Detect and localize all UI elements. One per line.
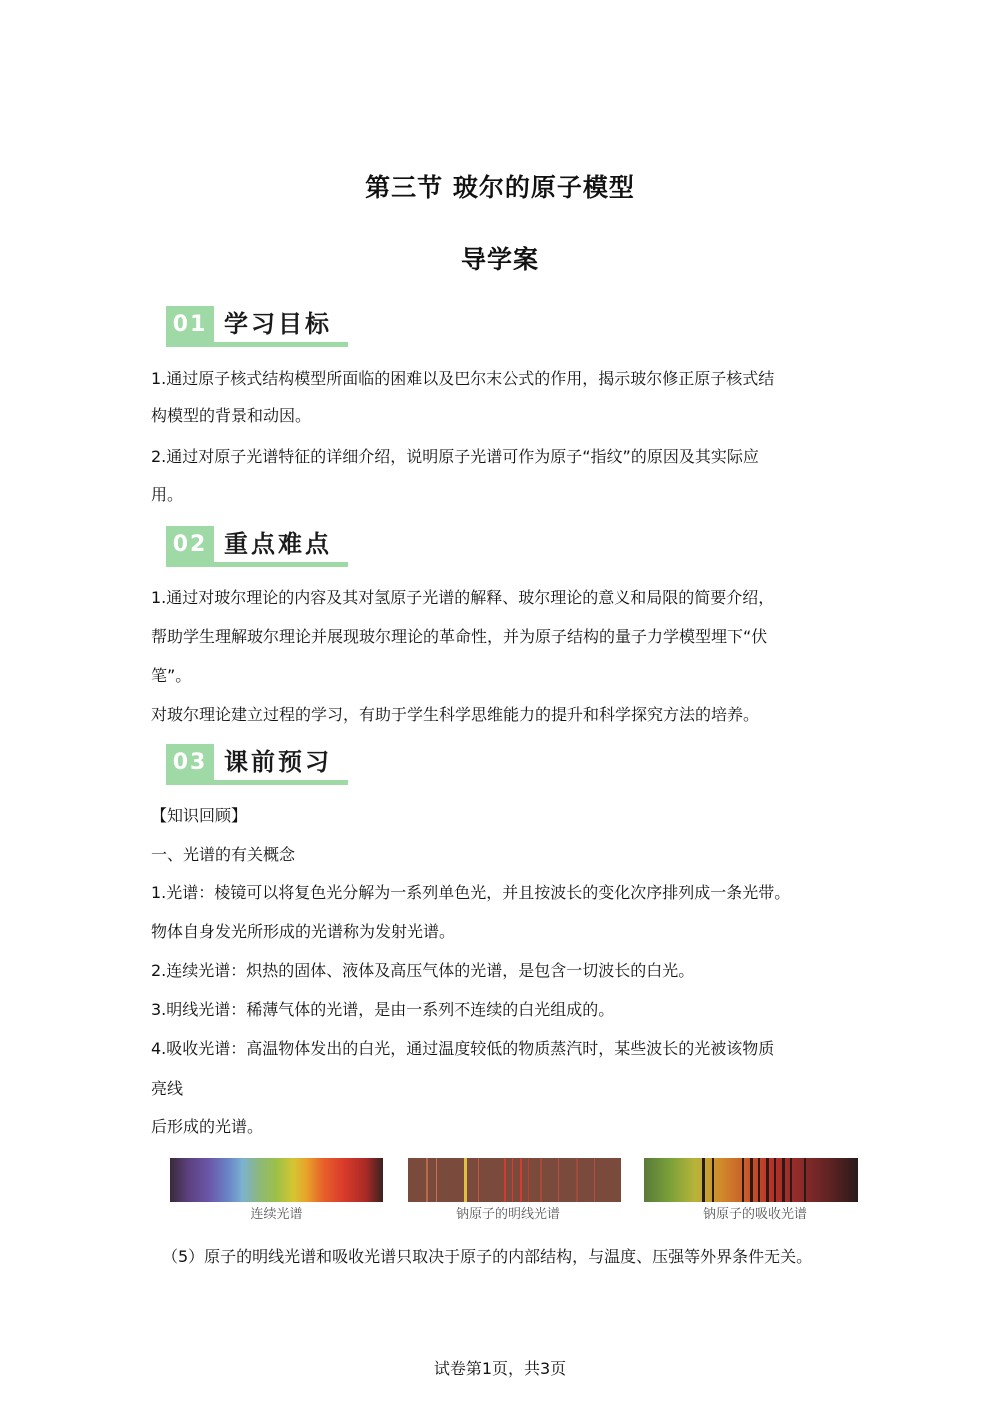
absorption-spectrum-caption: 钠原子的吸收光谱: [702, 1207, 807, 1222]
section-title: 课前预习: [224, 748, 332, 776]
absorption-line: [742, 1158, 744, 1202]
continuous-spectrum-image: [170, 1158, 383, 1202]
section-underline: [166, 342, 348, 347]
sodium-absorption-spectrum-image: [644, 1158, 858, 1202]
document-title: 第三节 玻尔的原子模型: [365, 173, 635, 202]
emission-line: [436, 1158, 437, 1202]
emission-line: [426, 1158, 428, 1202]
section-number: 03: [166, 744, 214, 782]
paragraph-line: 2.连续光谱：炽热的固体、液体及高压气体的光谱，是包含一切波长的白光。: [151, 961, 695, 980]
absorption-line: [804, 1158, 806, 1202]
emission-line: [464, 1158, 467, 1202]
paragraph-line: 1.通过对玻尔理论的内容及其对氢原子光谱的解释、玻尔理论的意义和局限的简要介绍，: [151, 588, 775, 607]
emission-line: [512, 1158, 513, 1202]
absorption-line: [758, 1158, 760, 1202]
emission-line: [594, 1158, 595, 1202]
paragraph-line: 亮线: [151, 1079, 184, 1098]
paragraph-line: 2.通过对原子光谱特征的详细介绍，说明原子光谱可作为原子“指纹”的原因及其实际应: [151, 447, 759, 466]
section-title: 重点难点: [224, 530, 332, 558]
section-title: 学习目标: [224, 310, 332, 338]
spectrum-note: （5）原子的明线光谱和吸收光谱只取决于原子的内部结构，与温度、压强等外界条件无关。: [162, 1247, 813, 1266]
emission-line: [528, 1158, 529, 1202]
absorption-line: [774, 1158, 776, 1202]
paragraph-line: 3.明线光谱：稀薄气体的光谱，是由一系列不连续的白光组成的。: [151, 1000, 615, 1019]
paragraph-line: 4.吸收光谱：高温物体发出的白光，通过温度较低的物质蒸汽时，某些波长的光被该物质: [151, 1039, 775, 1058]
emission-line: [576, 1158, 578, 1202]
section-number: 01: [166, 306, 214, 344]
paragraph-line: 笔”。: [151, 666, 192, 685]
paragraph-line: 一、光谱的有关概念: [151, 845, 296, 864]
absorption-line: [702, 1158, 705, 1202]
absorption-line: [712, 1158, 714, 1202]
paragraph-line: 1.光谱：棱镜可以将复色光分解为一系列单色光，并且按波长的变化次序排列成一条光带。: [151, 883, 791, 902]
section-underline: [166, 780, 348, 785]
page-footer: 试卷第1页，共3页: [433, 1359, 567, 1378]
emission-line: [540, 1158, 542, 1202]
emission-line: [558, 1158, 559, 1202]
paragraph-line: 构模型的背景和动因。: [151, 406, 312, 425]
emission-line: [520, 1158, 522, 1202]
absorption-line: [782, 1158, 785, 1202]
absorption-line: [750, 1158, 753, 1202]
section-underline: [166, 562, 348, 567]
emission-line: [504, 1158, 506, 1202]
paragraph-line: 对玻尔理论建立过程的学习，有助于学生科学思维能力的提升和科学探究方法的培养。: [151, 705, 760, 724]
absorption-line: [790, 1158, 792, 1202]
section-header-preview: [166, 744, 348, 786]
paragraph-line: 物体自身发光所形成的光谱称为发射光谱。: [151, 922, 456, 941]
paragraph-line: 1.通过原子核式结构模型所面临的困难以及巴尔末公式的作用，揭示玻尔修正原子核式结: [151, 369, 775, 388]
document-subtitle: 导学案: [460, 245, 539, 274]
section-number: 02: [166, 526, 214, 564]
continuous-spectrum-caption: 连续光谱: [250, 1207, 303, 1222]
section-header-key-points: [166, 526, 348, 568]
paragraph-line: 后形成的光谱。: [151, 1117, 264, 1136]
paragraph-line: 用。: [151, 485, 184, 504]
sodium-emission-spectrum-image: [408, 1158, 621, 1202]
emission-line: [478, 1158, 479, 1202]
emission-spectrum-caption: 钠原子的明线光谱: [455, 1207, 560, 1222]
section-header-learning-goals: [166, 306, 348, 348]
absorption-line: [766, 1158, 769, 1202]
paragraph-line: 帮助学生理解玻尔理论并展现玻尔理论的革命性，并为原子结构的量子力学模型埋下“伏: [151, 627, 768, 646]
paragraph-line: 【知识回顾】: [151, 806, 248, 825]
